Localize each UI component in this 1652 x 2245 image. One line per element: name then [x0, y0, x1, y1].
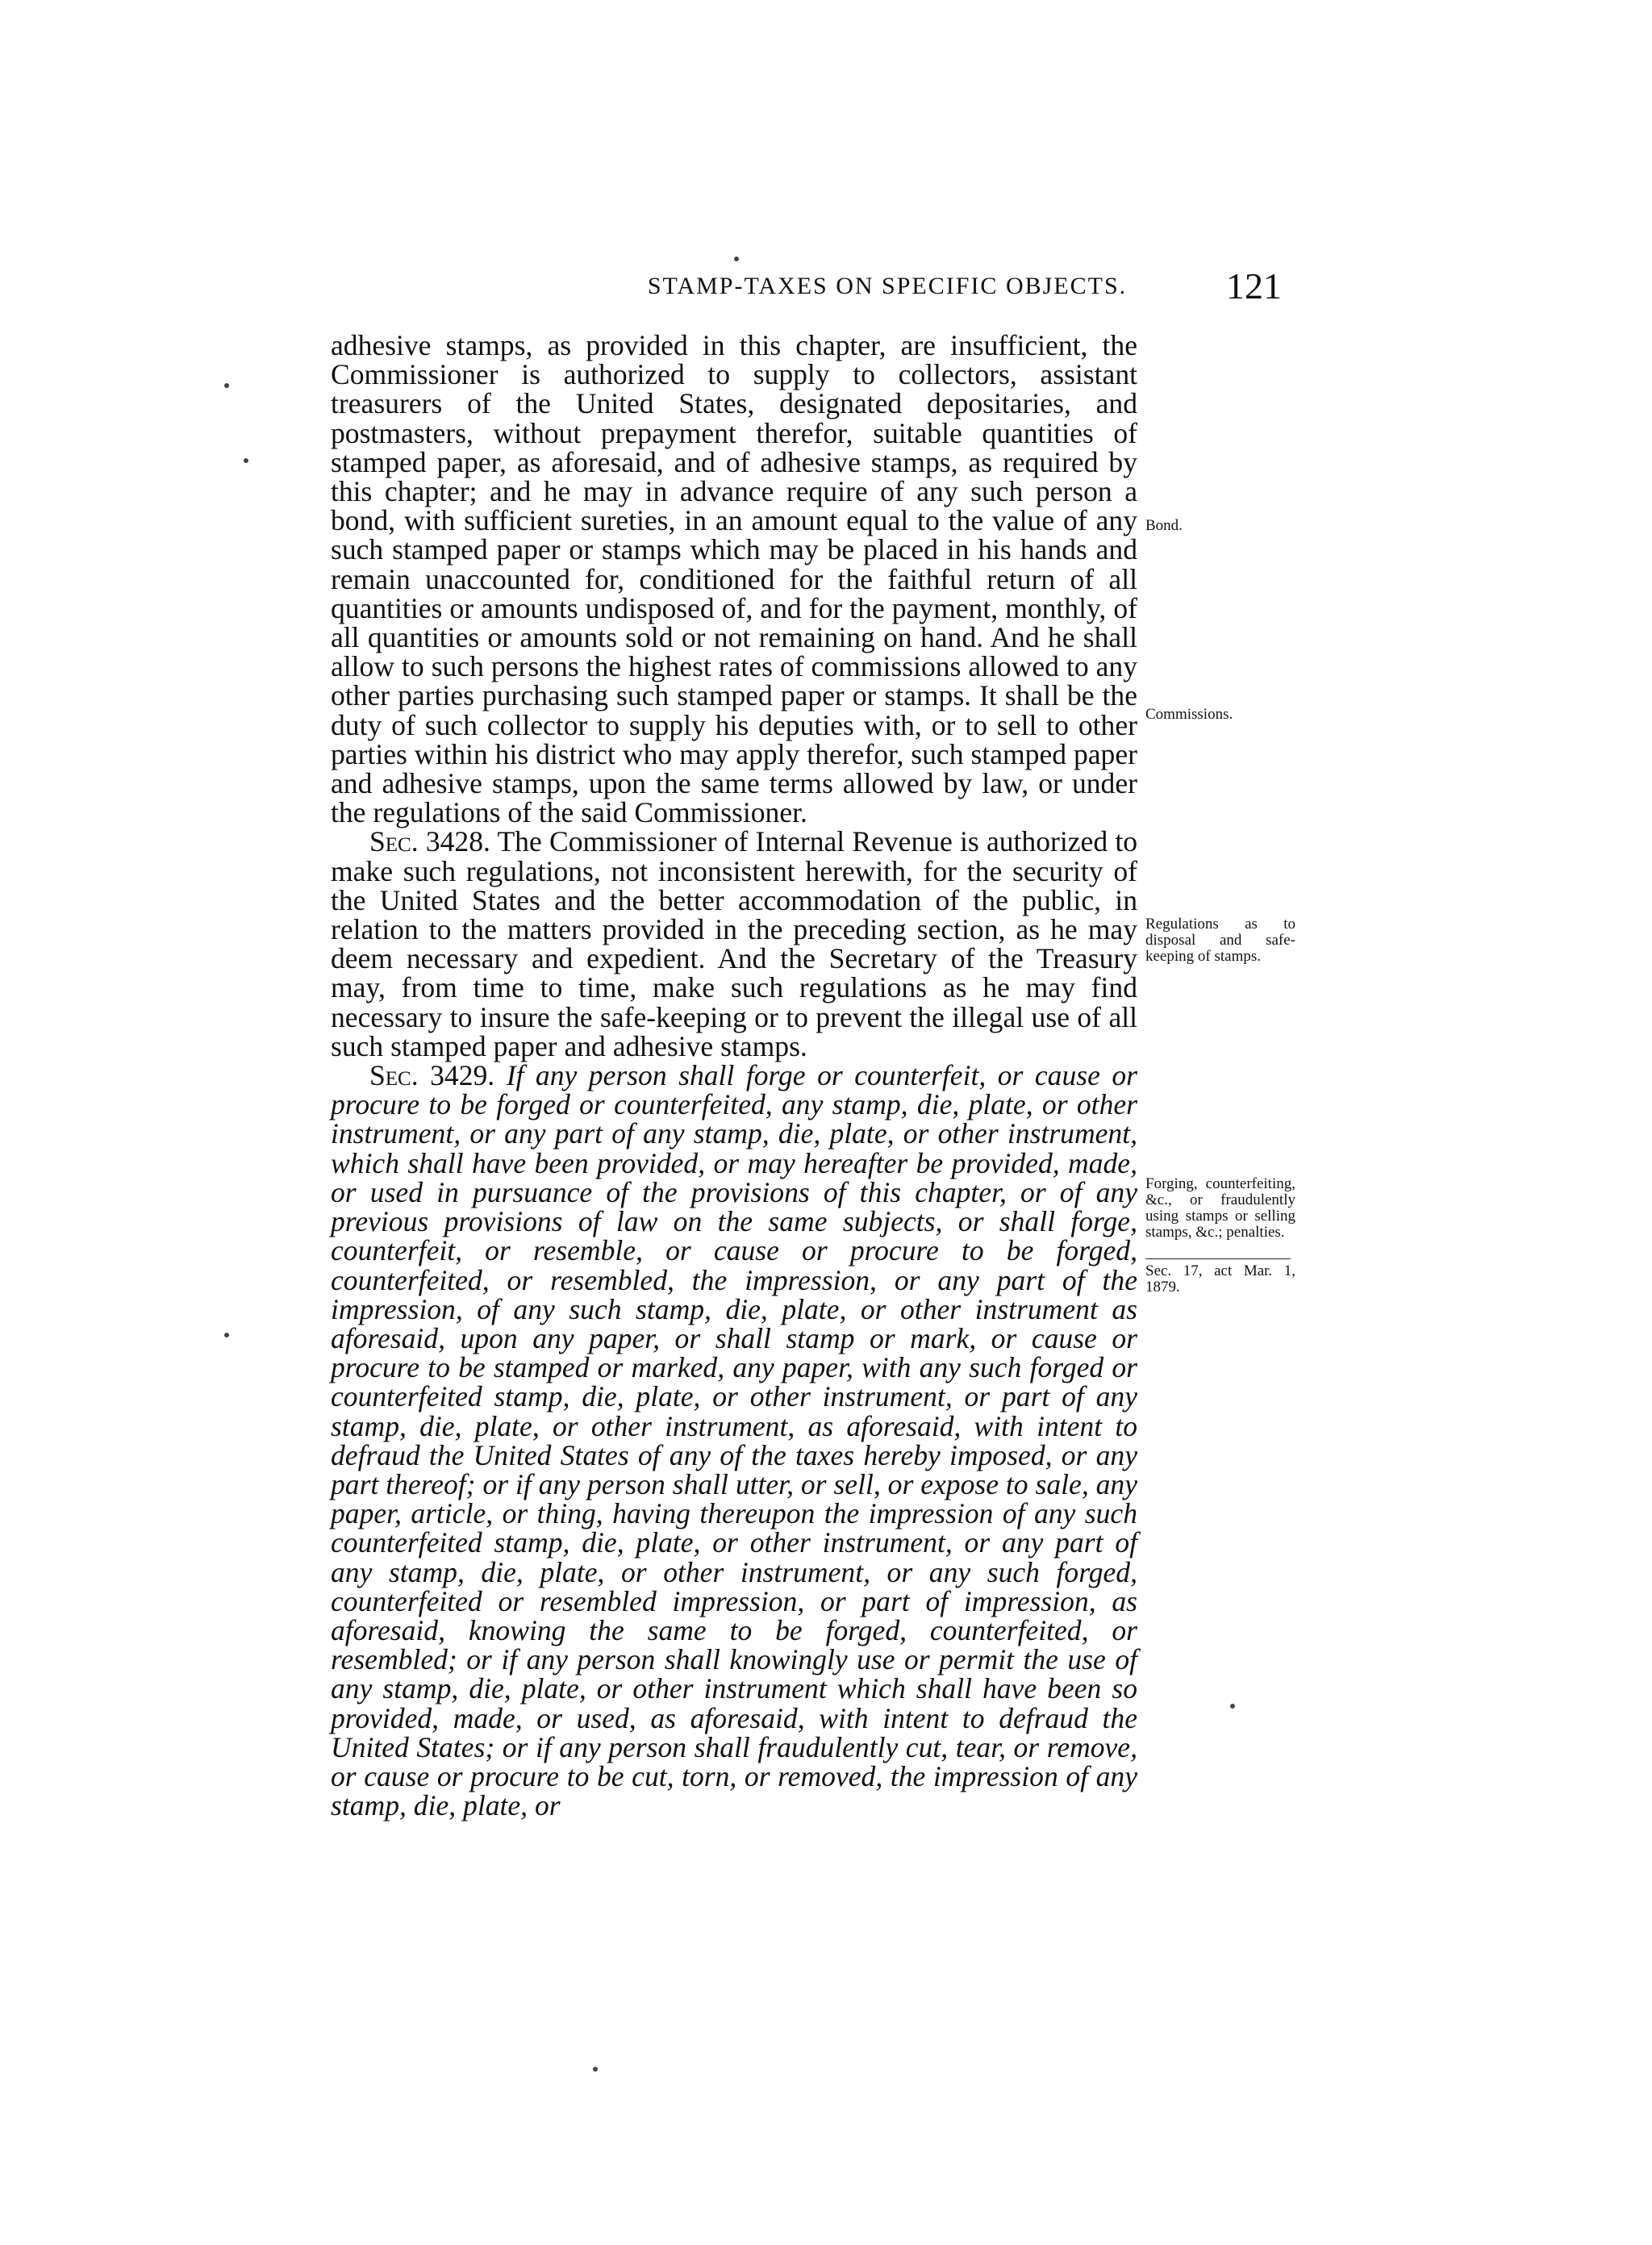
scan-speck: [593, 2067, 598, 2072]
main-text-column: [331, 331, 1137, 1820]
margin-rule: [1145, 1258, 1291, 1259]
paragraph-continued: adhesive stamps, as provided in this chapter, are insufficient, the Commissioner is authorized to supply to collectors, assistant treasurers of the United States, designated depositaries, and postmasters, without prepayment therefor, suitable quantities of stamped paper, as aforesaid, and of adhesive stamps, as required by this chapter; and he may in advance require of any such person a bond, with sufficient sureties, in an amount equal to the value of any such stamped paper or stamps which may be placed in his hands and remain unaccounted for, conditioned for the faithful return of all quantities or amounts undisposed of, and for the payment, monthly, of all quantities or amounts sold or not remaining on hand. And he shall allow to such persons the highest rates of commissions allowed to any other parties purchasing such stamped paper or stamps. It shall be the duty of such collector to supply his deputies with, or to sell to other parties within his district who may apply therefor, such stamped paper and adhesive stamps, upon the same terms allowed by law, or under the regulations of the said Commissioner.: [331, 329, 1137, 829]
section-3429-number: 3429.: [418, 1059, 507, 1092]
running-title: STAMP-TAXES ON SPECIFIC OBJECTS.: [647, 273, 1128, 299]
section-3429-label: Sec.: [369, 1059, 419, 1092]
scan-speck: [1230, 1704, 1235, 1709]
margin-note-bond: Bond.: [1145, 517, 1183, 534]
scan-speck: [244, 458, 248, 463]
scan-speck: [224, 1333, 229, 1337]
section-3428: [331, 827, 1137, 1061]
scan-speck: [224, 383, 229, 388]
section-3429: [331, 1061, 1137, 1820]
section-3428-label: Sec.: [369, 825, 419, 858]
margin-note-regulations: Regulations as to disposal and safe-keeping of stamps.: [1145, 916, 1295, 965]
page-number: 121: [1226, 265, 1282, 307]
margin-note-citation: Sec. 17, act Mar. 1, 1879.: [1145, 1262, 1295, 1296]
margin-note-commissions: Commissions.: [1145, 706, 1233, 723]
margin-note-forging: Forging, counterfeiting, &c., or fraudulently using stamps or selling stamps, &c.; penalties.: [1145, 1175, 1295, 1241]
scan-speck: [734, 257, 739, 261]
section-3429-text: If any person shall forge or counterfeit, or cause or procure to be forged or counterfeited, any stamp, die, plate, or other instrument, or any part of any stamp, die, plate, or other instrument, which shall have been provided, or may hereafter be provided, made, or used in pursuance of the provisions of this chapter, or of any previous provisions of law on the same subjects, or shall forge, counterfeit, or resemble, or cause or procure to be forged, counterfeited, or resembled, the impression, or any part of the impression, of any such stamp, die, plate, or other instrument as aforesaid, upon any paper, or shall stamp or mark, or cause or procure to be stamped or marked, any paper, with any such forged or counterfeited stamp, die, plate, or other instrument, or part of any stamp, die, plate, or other instrument, as aforesaid, with intent to defraud the United States of any of the taxes hereby imposed, or any part thereof; or if any person shall utter, or sell, or expose to sale, any paper, article, or thing, having thereupon the impression of any such counterfeited stamp, die, plate, or other instrument, or any part of any stamp, die, plate, or other instrument, or any such forged, counterfeited or resembled impression, or part of impression, as aforesaid, knowing the same to be forged, counterfeited, or resembled; or if any person shall knowingly use or permit the use of any stamp, die, plate, or other instrument which shall have been so provided, made, or used, as aforesaid, with intent to defraud the United States; or if any person shall fraudulently cut, tear, or remove, or cause or procure to be cut, torn, or removed, the impression of any stamp, die, plate, or: [331, 1059, 1138, 1822]
section-3428-text: 3428. The Commissioner of Internal Revenue is authorized to make such regulations, not inconsistent herewith, for the security of the United States and the better accommodation of the public, in relation to the matters provided in the preceding section, as he may deem necessary and expedient. And the Secretary of the Treasury may, from time to time, make such regulations as he may find necessary to insure the safe-keeping or to prevent the illegal use of all such stamped paper and adhesive stamps.: [331, 825, 1137, 1062]
